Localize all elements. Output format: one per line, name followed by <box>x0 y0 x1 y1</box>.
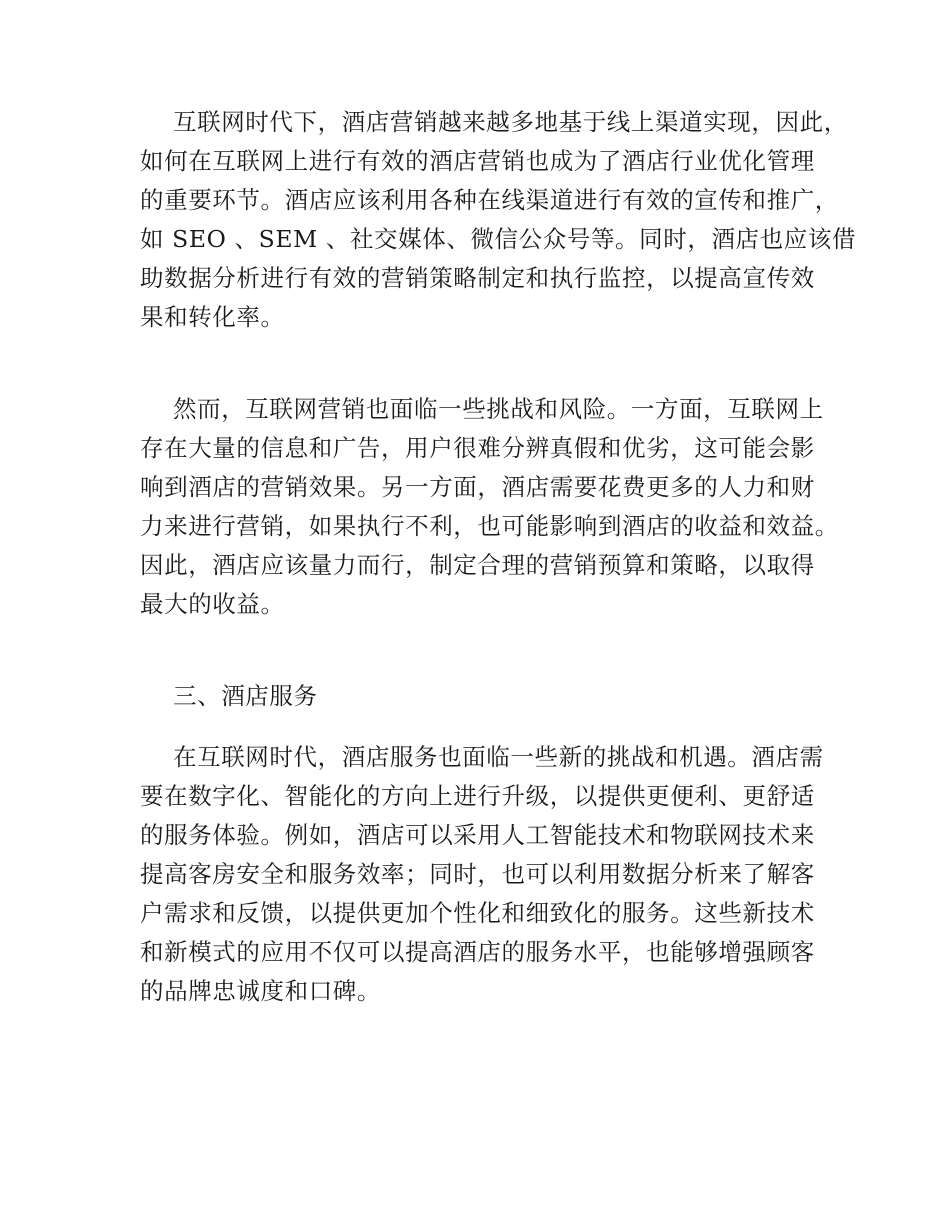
paragraph-line: 存在大量的信息和广告，用户很难分辨真假和优劣，这可能会影 <box>140 434 815 462</box>
paragraph-line: 如何在互联网上进行有效的酒店营销也成为了酒店行业优化管理 <box>140 147 815 175</box>
paragraph-line: 果和转化率。 <box>140 303 285 331</box>
paragraph-line: 力来进行营销，如果执行不利，也可能影响到酒店的收益和效益。 <box>140 512 839 540</box>
paragraph-line: 在互联网时代，酒店服务也面临一些新的挑战和机遇。酒店需 <box>173 743 824 771</box>
paragraph-line: 的服务体验。例如，酒店可以采用人工智能技术和物联网技术来 <box>140 821 815 849</box>
paragraph-line: 要在数字化、智能化的方向上进行升级，以提供更便利、更舒适 <box>140 782 815 810</box>
paragraph-line: 互联网时代下，酒店营销越来越多地基于线上渠道实现，因此， <box>173 108 848 136</box>
paragraph-line: 助数据分析进行有效的营销策略制定和执行监控，以提高宣传效 <box>140 264 815 292</box>
section-heading-text: 三、酒店服务 <box>173 682 318 710</box>
paragraph-line: 的重要环节。酒店应该利用各种在线渠道进行有效的宣传和推广， <box>140 186 839 214</box>
paragraph-online-marketing <box>140 103 857 337</box>
paragraph-line: 和新模式的应用不仅可以提高酒店的服务水平，也能够增强顾客 <box>140 938 815 966</box>
paragraph-line: 户需求和反馈，以提供更加个性化和细致化的服务。这些新技术 <box>140 899 815 927</box>
paragraph-marketing-risks <box>140 390 839 624</box>
paragraph-line: 提高客房安全和服务效率；同时，也可以利用数据分析来了解客 <box>140 860 815 888</box>
paragraph-line: 然而，互联网营销也面临一些挑战和风险。一方面，互联网上 <box>173 395 824 423</box>
paragraph-line: 如 SEO 、SEM 、社交媒体、微信公众号等。同时，酒店也应该借 <box>140 225 857 253</box>
paragraph-line: 响到酒店的营销效果。另一方面，酒店需要花费更多的人力和财 <box>140 473 815 501</box>
section-heading <box>140 677 830 716</box>
paragraph-line: 最大的收益。 <box>140 590 285 618</box>
paragraph-line: 因此，酒店应该量力而行，制定合理的营销预算和策略，以取得 <box>140 551 815 579</box>
paragraph-hotel-service <box>140 738 830 1011</box>
paragraph-line: 的品牌忠诚度和口碑。 <box>140 977 381 1005</box>
